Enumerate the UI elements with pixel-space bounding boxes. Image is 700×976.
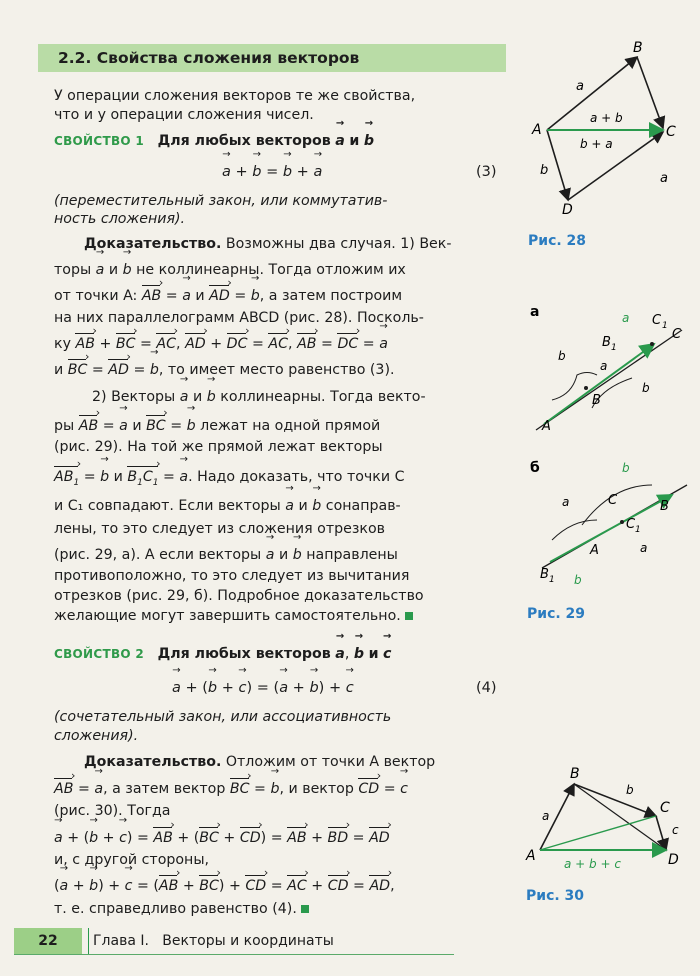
proof1-line: ку AB › + BC › = AC ›, AD › + DC › = AC ›, AB › = DC › = → a xyxy=(54,333,388,356)
equation-4-number: (4) xyxy=(476,680,497,696)
svg-text:b + a: b + a xyxy=(580,137,613,151)
svg-text:b: b xyxy=(626,783,634,797)
fig29-label-b: б xyxy=(530,460,540,476)
proof1-line: Доказательство. Возможны два случая. 1) Век- xyxy=(84,236,452,252)
svg-text:B: B xyxy=(540,567,549,582)
svg-text:b: b xyxy=(540,163,549,178)
fig28-point-c: C xyxy=(666,124,676,140)
proof1-line: отрезков (рис. 29, б). Подробное доказательство xyxy=(54,588,424,604)
svg-text:a: a xyxy=(562,495,570,509)
end-of-proof-mark xyxy=(405,612,413,620)
intro-line-2: что и у операции сложения чисел. xyxy=(54,107,314,123)
property2-law-2: сложения). xyxy=(54,728,139,744)
svg-text:C: C xyxy=(652,313,662,328)
figure-28 xyxy=(520,40,690,220)
svg-text:C: C xyxy=(626,517,636,532)
footer-chapter: Глава I. Векторы и координаты xyxy=(93,933,334,949)
figure-28-caption: Рис. 28 xyxy=(528,233,587,249)
svg-text:A: A xyxy=(526,848,536,864)
section-number: 2.2. xyxy=(58,49,92,67)
equation-3: → a + → b = → b + → a xyxy=(222,161,322,184)
proof1-line: $AB_1$ › = → b и $B_1C_1$ › = → a. Надо доказать, что точки C xyxy=(54,466,405,495)
svg-text:B: B xyxy=(602,335,611,350)
property2-law-1: (сочетательный закон, или ассоциативность xyxy=(54,709,392,725)
proof1-line: ры AB › = → a и BC › = → b лежат на одной прямой xyxy=(54,415,380,438)
fig28-point-b: B xyxy=(633,40,643,56)
svg-text:C: C xyxy=(608,493,618,508)
footer-rule xyxy=(14,954,454,955)
svg-text:b: b xyxy=(642,381,650,395)
svg-text:a: a xyxy=(600,359,608,373)
svg-text:B: B xyxy=(660,499,669,514)
svg-text:a: a xyxy=(576,79,584,94)
figure-30 xyxy=(520,764,690,880)
page-number: 22 xyxy=(14,928,82,954)
section-title: Свойства сложения векторов xyxy=(96,49,360,67)
svg-text:A: A xyxy=(590,543,599,558)
proof1-line: (рис. 29, а). А если векторы → a и → b направлены xyxy=(54,544,398,567)
property1-label: СВОЙСТВО 1 xyxy=(54,134,145,148)
svg-text:D: D xyxy=(668,852,679,868)
proof2-line: (рис. 30). Тогда xyxy=(54,803,171,819)
fig28-point-d: D xyxy=(562,202,573,218)
svg-text:B: B xyxy=(592,393,601,408)
property1-law-1: (переместительный закон, или коммутатив- xyxy=(54,193,388,209)
proof2-line: (→ a + → b) + → c = (AB › + BC ›) + CD › = AC › + CD › = AD ›, xyxy=(54,875,395,898)
proof1-line: желающие могут завершить самостоятельно. xyxy=(54,605,413,628)
proof2-line: → a + (→ b + → c) = AB › + (BC › + CD ›) = AB › + BD › = AD › xyxy=(54,827,390,850)
proof1-line: и BC › = AD › = → b, то имеет место равенство (3). xyxy=(54,359,395,382)
figure-30-caption: Рис. 30 xyxy=(526,888,585,904)
property1-statement: СВОЙСТВО 1 Для любых векторов → a и → b xyxy=(54,130,374,153)
svg-text:C: C xyxy=(660,800,670,816)
proof2-line: и, с другой стороны, xyxy=(54,852,210,868)
property2-label: СВОЙСТВО 2 xyxy=(54,647,145,661)
svg-text:a + b: a + b xyxy=(590,111,623,125)
footer-divider xyxy=(88,928,89,954)
property2-statement: СВОЙСТВО 2 Для любых векторов → a, → b и → c xyxy=(54,643,391,666)
svg-text:B: B xyxy=(570,766,580,782)
svg-text:1: 1 xyxy=(662,321,668,331)
fig29-label-a: а xyxy=(530,304,540,320)
intro-line-1: У операции сложения векторов те же свойства, xyxy=(54,88,416,104)
proof1-line: 2) Векторы → a и → b коллинеарны. Тогда векто- xyxy=(92,386,426,409)
proof1-line: противоположно, то это следует из вычитания xyxy=(54,568,410,584)
equation-4: → a + (→ b + → c) = (→ a + → b) + → c xyxy=(172,677,354,700)
svg-text:a: a xyxy=(640,541,648,555)
svg-text:b: b xyxy=(622,461,630,475)
end-of-proof-mark xyxy=(301,905,309,913)
figure-29-caption: Рис. 29 xyxy=(527,606,586,622)
svg-text:c: c xyxy=(672,823,679,837)
svg-text:a: a xyxy=(542,809,550,823)
svg-text:C: C xyxy=(672,327,682,342)
fig28-point-a: A xyxy=(532,122,542,138)
proof1-line: торы → a и → b не коллинеарны. Тогда отложим их xyxy=(54,259,406,282)
svg-text:1: 1 xyxy=(635,525,641,535)
svg-text:a + b + c: a + b + c xyxy=(564,857,621,871)
svg-text:1: 1 xyxy=(611,343,617,353)
svg-text:b: b xyxy=(574,573,582,587)
proof2-line: т. е. справедливо равенство (4). xyxy=(54,898,309,921)
proof1-line: лены, то это следует из сложения отрезков xyxy=(54,521,386,537)
property1-law-2: ность сложения). xyxy=(54,211,186,227)
svg-text:A: A xyxy=(542,419,551,434)
proof2-line: AB › = → a, а затем вектор BC › = → b, и вектор CD › = → c xyxy=(54,778,408,801)
equation-3-number: (3) xyxy=(476,164,497,180)
section-header xyxy=(38,44,506,72)
proof1-line: на них параллелограмм ABCD (рис. 28). Посколь- xyxy=(54,310,424,326)
figure-29 xyxy=(522,300,692,600)
proof1-line: от точки A: AB › = → a и AD › = → b, а затем построим xyxy=(54,285,402,308)
svg-text:a: a xyxy=(622,311,630,325)
proof1-line: (рис. 29). На той же прямой лежат векторы xyxy=(54,439,383,455)
svg-text:b: b xyxy=(558,349,566,363)
svg-text:1: 1 xyxy=(549,575,555,585)
svg-text:a: a xyxy=(660,171,668,186)
proof1-line: и C₁ совпадают. Если векторы → a и → b сонаправ- xyxy=(54,495,401,518)
proof2-line: Доказательство. Отложим от точки A вектор xyxy=(84,754,436,770)
